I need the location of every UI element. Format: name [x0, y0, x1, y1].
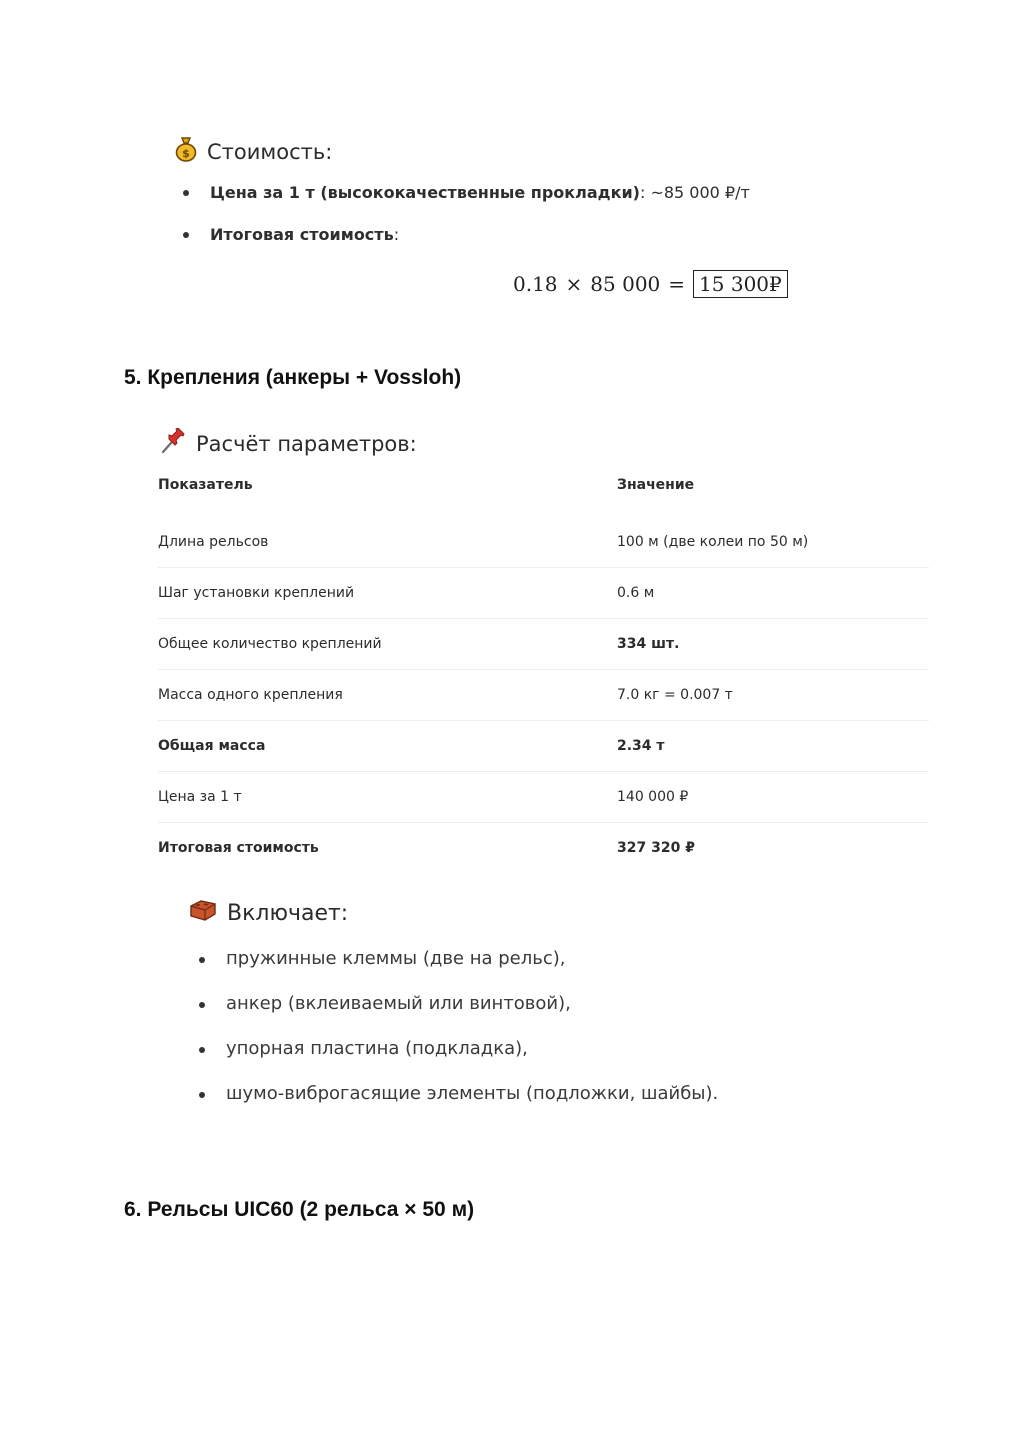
formula-result: 15 300₽: [693, 270, 788, 298]
table-row: Цена за 1 т 140 000 ₽: [158, 772, 929, 823]
list-item: Итоговая стоимость:: [176, 225, 876, 267]
table-header-row: [158, 477, 929, 517]
cost-title: Стоимость:: [207, 139, 333, 164]
table-row: Итоговая стоимость 327 320 ₽: [158, 840, 695, 856]
section-5-title: 5. Крепления (анкеры + Vossloh): [124, 366, 462, 389]
params-title: Расчёт параметров:: [196, 431, 417, 456]
includes-list: [192, 948, 952, 1128]
cost-formula: 0.18 × 85 000 = 15 300₽: [513, 270, 788, 298]
table-row: Общая масса 2.34 т: [158, 721, 929, 772]
cost-list: [176, 183, 876, 267]
cost-heading: [175, 136, 332, 167]
includes-heading: [189, 898, 348, 928]
table-row: Общее количество креплений 334 шт.: [158, 619, 929, 670]
list-item: пружинные клеммы (две на рельс),: [192, 948, 952, 993]
params-heading: [160, 428, 417, 459]
table-row: Масса одного крепления 7.0 кг = 0.007 т: [158, 670, 929, 721]
table-row: Длина рельсов 100 м (две колеи по 50 м): [158, 517, 929, 568]
table-row: Шаг установки креплений 0.6 м: [158, 568, 929, 619]
column-header: Значение: [617, 477, 695, 493]
svg-text:$: $: [182, 147, 190, 160]
money-bag-icon: [175, 136, 197, 167]
list-item: упорная пластина (подкладка),: [192, 1038, 952, 1083]
brick-icon: [189, 898, 217, 928]
pushpin-icon: [160, 428, 186, 459]
list-item: шумо-виброгасящие элементы (подложки, шайбы).: [192, 1083, 952, 1128]
params-table: [158, 477, 929, 873]
list-item: Цена за 1 т (высококачественные прокладки): ~85 000 ₽/т: [176, 183, 876, 225]
includes-title: Включает:: [227, 900, 349, 926]
section-6-title: 6. Рельсы UIC60 (2 рельса × 50 м): [124, 1198, 475, 1221]
column-header: Показатель: [158, 477, 253, 493]
list-item: анкер (вклеиваемый или винтовой),: [192, 993, 952, 1038]
